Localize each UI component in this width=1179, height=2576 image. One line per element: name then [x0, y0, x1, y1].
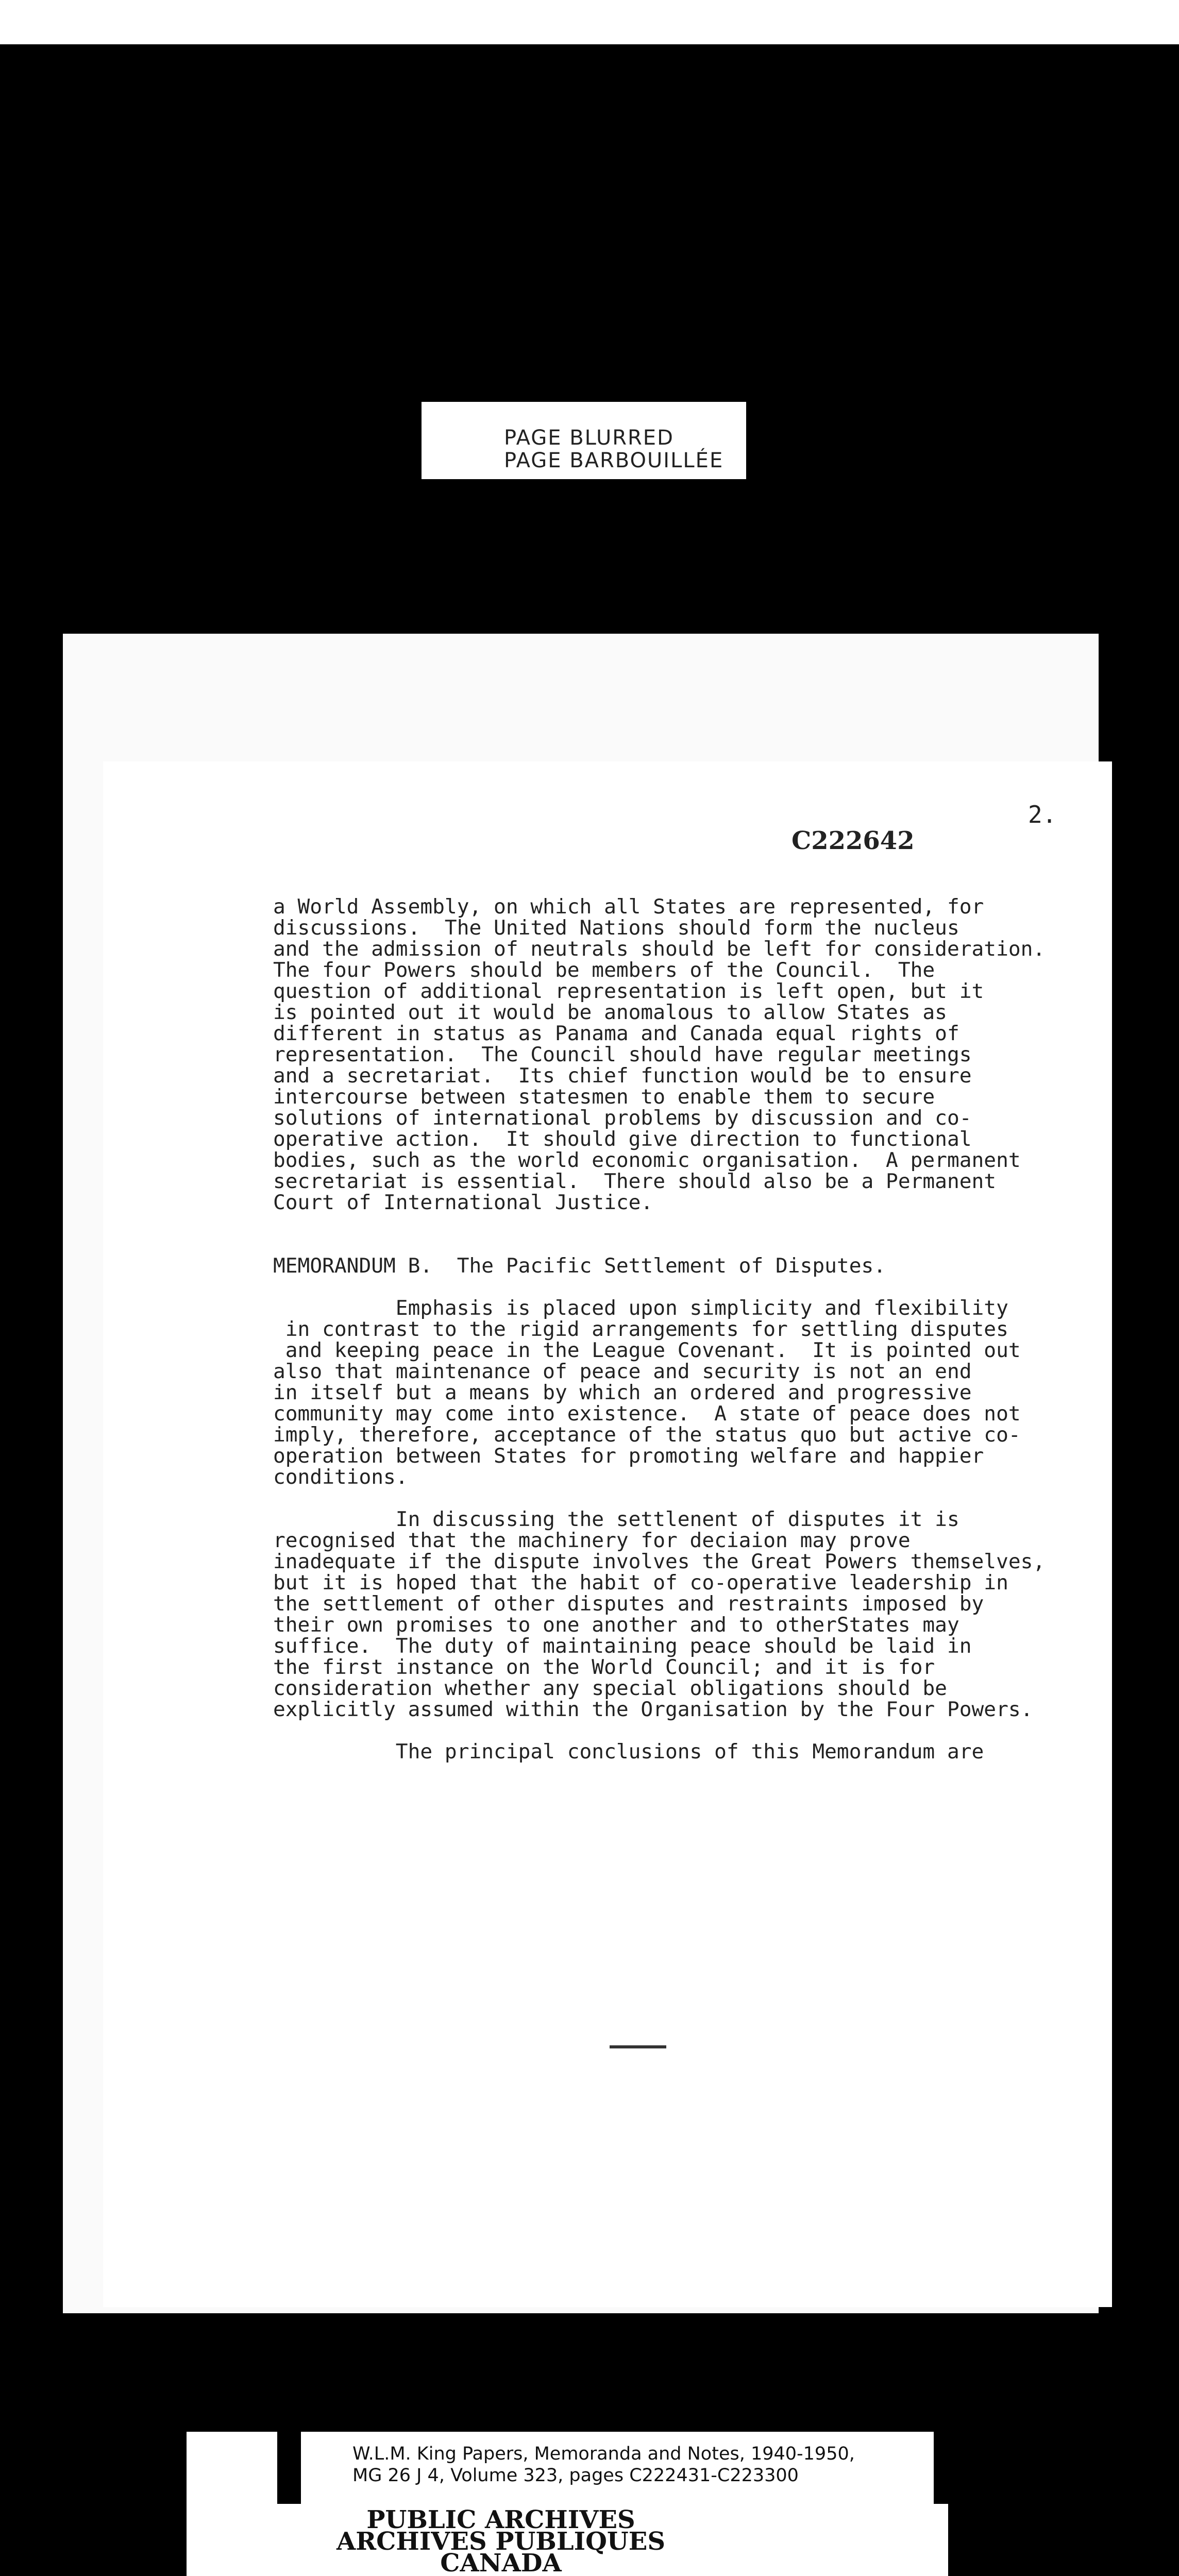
text-line: MEMORANDUM B. The Pacific Settlement of Disputes. [273, 1254, 886, 1278]
text-line: question of additional representation is left open, but it [273, 979, 984, 1003]
stamp-line-english: PAGE BLURRED [504, 426, 674, 450]
text-line: operation between States for promoting welfare and happier [273, 1444, 984, 1468]
text-line: discussions. The United Nations should form the nucleus [273, 916, 959, 940]
text-line: In discussing the settlenent of disputes it is [273, 1507, 959, 1531]
page-blurred-label [422, 402, 746, 479]
text-line: recognised that the machinery for deciaion may prove [273, 1529, 911, 1552]
text-line: and the admission of neutrals should be left for consideration. [273, 937, 1046, 961]
text-line: operative action. It should give direction to functional [273, 1127, 972, 1151]
text-line: The principal conclusions of this Memorandum are [273, 1740, 984, 1764]
text-line: is pointed out it would be anomalous to allow States as [273, 1001, 947, 1024]
stamp-line-french: PAGE BARBOUILLÉE [504, 449, 724, 472]
archive-name [187, 2505, 815, 2576]
text-line: intercourse between statesmen to enable them to secure [273, 1085, 935, 1109]
text-line: the first instance on the World Council; and it is for [273, 1655, 935, 1679]
text-line: imply, therefore, acceptance of the status quo but active co- [273, 1423, 1021, 1447]
reference-line-1: W.L.M. King Papers, Memoranda and Notes, 1940-1950, [352, 2444, 855, 2464]
text-line: a World Assembly, on which all States are represented, for [273, 895, 984, 919]
text-line: secretariat is essential. There should also be a Permanent [273, 1170, 997, 1193]
top-white-strip [0, 0, 1179, 44]
text-line: inadequate if the dispute involves the Great Powers themselves, [273, 1550, 1046, 1573]
text-line: their own promises to one another and to otherStates may [273, 1613, 959, 1637]
page-end-dash [610, 2045, 666, 2048]
text-line: and a secretariat. Its chief function would be to ensure [273, 1064, 972, 1088]
text-line [273, 1277, 1108, 1298]
page-number: 2. [1028, 801, 1057, 828]
text-line: solutions of international problems by discussion and co- [273, 1106, 972, 1130]
text-line: different in status as Panama and Canada equal rights of [273, 1022, 959, 1045]
text-line: The four Powers should be members of the Council. The [273, 958, 935, 982]
text-line [273, 1234, 1108, 1256]
document-page [103, 761, 1112, 2307]
text-line: in itself but a means by which an ordered and progressive [273, 1381, 972, 1404]
text-line: explicitly assumed within the Organisation by the Four Powers. [273, 1698, 1033, 1721]
archive-reference [352, 2443, 855, 2486]
archive-footer [187, 2432, 948, 2576]
document-code: C222642 [791, 826, 915, 855]
archive-line-3: CANADA [440, 2549, 562, 2576]
reference-line-2: MG 26 J 4, Volume 323, pages C222431-C223300 [352, 2465, 799, 2486]
text-line: but it is hoped that the habit of co-operative leadership in [273, 1571, 1008, 1595]
archive-line-2: ARCHIVES PUBLIQUES [336, 2527, 665, 2556]
document-body [273, 896, 1108, 1762]
text-line [273, 1488, 1108, 1509]
text-line [273, 1213, 1108, 1234]
text-line: community may come into existence. A state of peace does not [273, 1402, 1021, 1426]
text-line [273, 1720, 1108, 1741]
text-line: suffice. The duty of maintaining peace should be laid in [273, 1634, 972, 1658]
text-line: representation. The Council should have regular meetings [273, 1043, 972, 1066]
text-line: and keeping peace in the League Covenant. It is pointed out [273, 1338, 1021, 1362]
text-line: in contrast to the rigid arrangements for settling disputes [273, 1317, 1008, 1341]
archive-line-1: PUBLIC ARCHIVES [366, 2505, 635, 2534]
text-line: conditions. [273, 1465, 408, 1489]
text-line: consideration whether any special obligations should be [273, 1676, 947, 1700]
text-line: the settlement of other disputes and restraints imposed by [273, 1592, 984, 1616]
text-line: Court of International Justice. [273, 1191, 653, 1214]
text-line: bodies, such as the world economic organisation. A permanent [273, 1148, 1021, 1172]
text-line: also that maintenance of peace and security is not an end [273, 1360, 972, 1383]
text-line: Emphasis is placed upon simplicity and flexibility [273, 1296, 1008, 1320]
